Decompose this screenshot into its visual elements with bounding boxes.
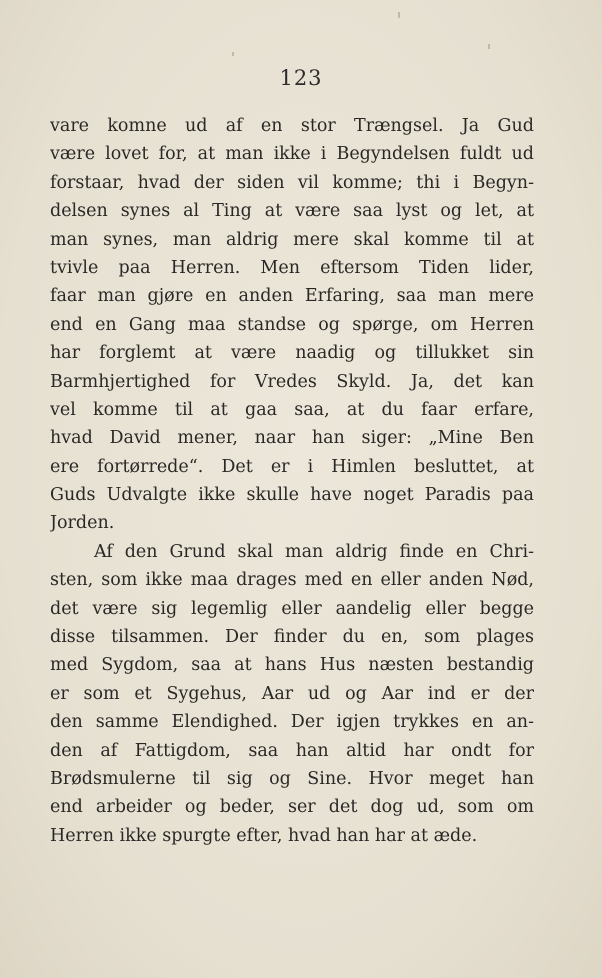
paper-speck bbox=[232, 52, 234, 56]
text-line: delsen synes al Ting at være saa lyst og let, at bbox=[50, 201, 534, 222]
text-line: end en Gang maa standse og spørge, om Herren bbox=[50, 314, 534, 335]
text-line: Barmhjertighed for Vredes Skyld. Ja, det kan bbox=[50, 371, 534, 392]
body-text bbox=[50, 112, 534, 850]
text-line: vel komme til at gaa saa, at du faar erfare, bbox=[50, 399, 534, 420]
text-line: Herren ikke spurgte efter, hvad han har at æde. bbox=[50, 825, 478, 846]
text-line: Jorden. bbox=[50, 513, 115, 534]
text-line: den af Fattigdom, saa han altid har ondt for bbox=[50, 740, 534, 761]
text-line: vare komne ud af en stor Trængsel. Ja Gud bbox=[50, 116, 534, 136]
text-line: det være sig legemlig eller aandelig eller begge bbox=[50, 598, 534, 619]
text-line: med Sygdom, saa at hans Hus næsten bestandig bbox=[50, 655, 534, 676]
paper-speck bbox=[398, 12, 400, 18]
text-line: Guds Udvalgte ikke skulle have noget Paradis paa bbox=[50, 485, 534, 506]
text-line: Brødsmulerne til sig og Sine. Hvor meget han bbox=[50, 768, 534, 789]
text-line: være lovet for, at man ikke i Begyndelsen fuldt ud bbox=[50, 144, 534, 165]
text-line: Af den Grund skal man aldrig finde en Chri- bbox=[94, 541, 534, 562]
page-number: 123 bbox=[279, 66, 323, 90]
text-line: man synes, man aldrig mere skal komme til at bbox=[50, 229, 534, 250]
text-line: har forglemt at være naadig og tillukket sin bbox=[50, 343, 534, 364]
text-line: forstaar, hvad der siden vil komme; thi i Begyn- bbox=[50, 172, 534, 193]
text-line: faar man gjøre en anden Erfaring, saa man mere bbox=[50, 286, 534, 307]
text-line: disse tilsammen. Der finder du en, som plages bbox=[50, 627, 534, 648]
text-line: ere fortørrede“. Det er i Himlen besluttet, at bbox=[50, 456, 534, 477]
text-line: hvad David mener, naar han siger: „Mine Ben bbox=[50, 428, 534, 449]
text-line: den samme Elendighed. Der igjen trykkes en an- bbox=[50, 712, 534, 733]
text-line: er som et Sygehus, Aar ud og Aar ind er der bbox=[50, 683, 534, 704]
paragraph bbox=[50, 112, 534, 538]
paragraph bbox=[50, 538, 534, 850]
paper-speck bbox=[488, 44, 490, 49]
text-line: end arbeider og beder, ser det dog ud, som om bbox=[50, 797, 534, 818]
text-line: sten, som ikke maa drages med en eller anden Nød, bbox=[50, 570, 534, 591]
text-line: tvivle paa Herren. Men eftersom Tiden lider, bbox=[50, 257, 534, 278]
